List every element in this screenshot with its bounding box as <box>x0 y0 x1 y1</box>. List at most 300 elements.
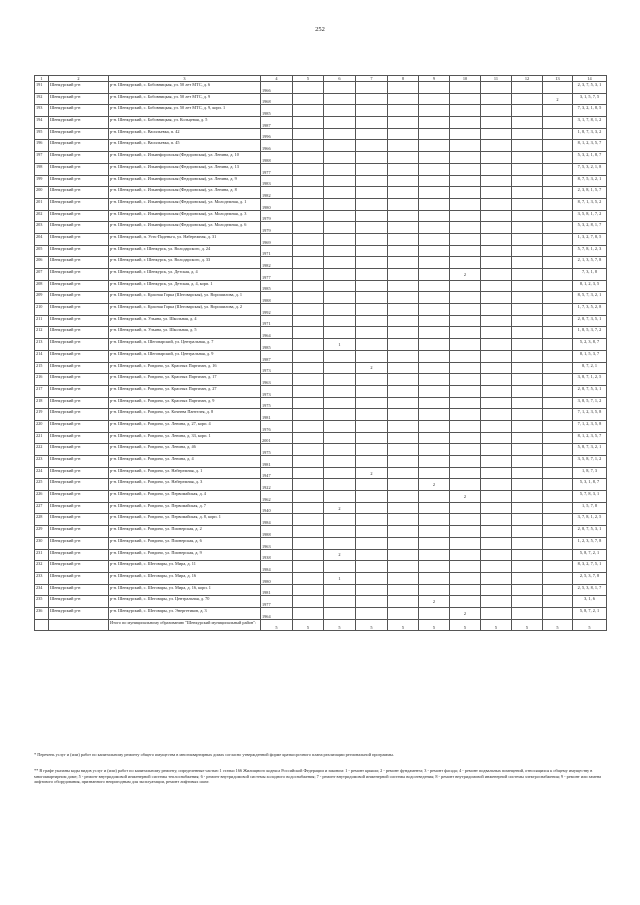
col-6-cell <box>324 93 356 105</box>
col-5-cell <box>293 491 324 503</box>
col-10-cell <box>450 456 481 468</box>
col-9-cell <box>419 467 450 479</box>
row-number: 232 <box>35 561 49 573</box>
col-6-cell <box>324 350 356 362</box>
col-9-cell <box>419 93 450 105</box>
col-10-cell <box>450 292 481 304</box>
col-10-cell <box>450 105 481 117</box>
address-cell: р-н. Шенкурский, с. Ильинфорохская (Федоровская), ул. Ленина, д. 8 <box>109 187 261 199</box>
district-cell: Шенкурский р-н <box>49 245 109 257</box>
table-row <box>35 304 607 316</box>
col-10-cell <box>450 280 481 292</box>
col-7-cell <box>356 280 388 292</box>
year-cell: 1980 <box>261 198 293 210</box>
col-12-cell <box>512 409 543 421</box>
district-cell: Шенкурский р-н <box>49 432 109 444</box>
col-12-cell <box>512 479 543 491</box>
work-codes-cell: 5, 8, 7, 3, 2, 1 <box>573 444 607 456</box>
col-8-cell <box>388 549 419 561</box>
total-row <box>35 619 607 631</box>
col-10-cell <box>450 362 481 374</box>
col-6-cell <box>324 491 356 503</box>
year-cell: 1984 <box>261 561 293 573</box>
district-cell: Шенкурский р-н <box>49 572 109 584</box>
total-label: Итого по муниципальному образованию "Шенкурский муниципальный район": <box>109 619 261 631</box>
col-10-cell <box>450 245 481 257</box>
header-col-11: 11 <box>481 76 512 82</box>
col-9-cell <box>419 350 450 362</box>
col-8-cell <box>388 537 419 549</box>
col-10-cell <box>450 467 481 479</box>
col-10-cell <box>450 152 481 164</box>
col-7-cell <box>356 304 388 316</box>
col-5-cell <box>293 397 324 409</box>
work-codes-cell: 7, 5, 3, 2, 1, 8 <box>573 163 607 175</box>
work-codes-cell: 8, 3, 2, 7, 5, 1 <box>573 561 607 573</box>
col-12-cell <box>512 514 543 526</box>
work-codes-cell: 8, 1, 2, 3, 5 <box>573 280 607 292</box>
col-7-cell <box>356 350 388 362</box>
year-cell: 1985 <box>261 280 293 292</box>
col-9-cell <box>419 233 450 245</box>
row-number: 210 <box>35 304 49 316</box>
header-col-12: 12 <box>512 76 543 82</box>
col-8-cell <box>388 187 419 199</box>
col-12-cell <box>512 397 543 409</box>
col-7-cell <box>356 374 388 386</box>
col-8-cell <box>388 128 419 140</box>
year-cell: 1962 <box>261 491 293 503</box>
col-11-cell <box>481 549 512 561</box>
col-8-cell <box>388 350 419 362</box>
year-cell: 1966 <box>261 140 293 152</box>
work-codes-cell: 2, 3, 7, 5, 3, 1 <box>573 82 607 94</box>
col-10-cell <box>450 163 481 175</box>
col-11-cell <box>481 257 512 269</box>
total-value: 5 <box>481 619 512 631</box>
col-7-cell <box>356 432 388 444</box>
col-5-cell <box>293 187 324 199</box>
col-6-cell <box>324 467 356 479</box>
col-6-cell <box>324 385 356 397</box>
col-11-cell <box>481 409 512 421</box>
address-cell: р-н. Шенкурский, г. Шенкурск, ул. Детская, д. 4, корп. 1 <box>109 280 261 292</box>
year-cell: 1971 <box>261 245 293 257</box>
address-cell: р-н. Шенкурский, с. Красная Горка (Шеговарская), ул. Ворошилова, д. 1 <box>109 292 261 304</box>
work-codes-cell: 8, 7, 1, 3, 5, 2 <box>573 198 607 210</box>
address-cell: р-н. Шенкурский, с. Ровдино, ул. Набережная, д. 3 <box>109 479 261 491</box>
col-8-cell <box>388 491 419 503</box>
col-10-cell <box>450 140 481 152</box>
col-8-cell <box>388 409 419 421</box>
row-number: 220 <box>35 420 49 432</box>
row-number: 216 <box>35 374 49 386</box>
col-7-cell <box>356 245 388 257</box>
col-7-cell <box>356 596 388 608</box>
table-row <box>35 549 607 561</box>
col-7-cell <box>356 210 388 222</box>
col-9-cell <box>419 491 450 503</box>
col-10-cell <box>450 385 481 397</box>
col-11-cell <box>481 175 512 187</box>
year-cell: 1977 <box>261 596 293 608</box>
col-5-cell <box>293 526 324 538</box>
row-number: 197 <box>35 152 49 164</box>
col-6-cell <box>324 374 356 386</box>
col-7-cell <box>356 175 388 187</box>
col-12-cell <box>512 327 543 339</box>
work-codes-cell: 8, 5, 7, 3, 2, 1 <box>573 292 607 304</box>
table-row <box>35 432 607 444</box>
col-10-cell: 2 <box>450 491 481 503</box>
address-cell: р-н. Шенкурский, с. Ровдино, ул. Ленина, д. 46 <box>109 444 261 456</box>
row-number: 208 <box>35 280 49 292</box>
address-cell: р-н. Шенкурский, п. Ульяна, ул. Школьная, д. 4 <box>109 315 261 327</box>
col-6-cell <box>324 397 356 409</box>
col-12-cell <box>512 187 543 199</box>
header-col-2: 2 <box>49 76 109 82</box>
col-11-cell <box>481 339 512 351</box>
year-cell: 1988 <box>261 292 293 304</box>
col-10-cell <box>450 339 481 351</box>
district-cell: Шенкурский р-н <box>49 374 109 386</box>
col-11-cell <box>481 105 512 117</box>
col-11-cell <box>481 350 512 362</box>
header-col-9: 9 <box>419 76 450 82</box>
table-row <box>35 128 607 140</box>
col-6-cell <box>324 537 356 549</box>
address-cell: р-н. Шенкурский, с. Ровдино, ул. Набережная, д. 1 <box>109 467 261 479</box>
address-cell: р-н. Шенкурский, п. Ульяна, ул. Школьная, д. 5 <box>109 327 261 339</box>
col-8-cell <box>388 596 419 608</box>
col-5-cell <box>293 420 324 432</box>
year-cell: 1969 <box>261 233 293 245</box>
col-10-cell <box>450 432 481 444</box>
district-cell: Шенкурский р-н <box>49 257 109 269</box>
total-empty-1 <box>35 619 49 631</box>
district-cell: Шенкурский р-н <box>49 409 109 421</box>
col-5-cell <box>293 385 324 397</box>
address-cell: р-н. Шенкурский, с. Ровдино, ул. Красных Партизан, д. 16 <box>109 362 261 374</box>
col-8-cell <box>388 526 419 538</box>
col-10-cell <box>450 584 481 596</box>
address-cell: р-н. Шенкурский, с. Бобовницкая, ул. Кольцевая, д. 5 <box>109 117 261 129</box>
col-9-cell <box>419 210 450 222</box>
row-number: 200 <box>35 187 49 199</box>
col-8-cell <box>388 304 419 316</box>
col-6-cell <box>324 175 356 187</box>
work-codes-cell: 3, 1, 7, 8, 1, 2 <box>573 117 607 129</box>
col-11-cell <box>481 187 512 199</box>
col-5-cell <box>293 304 324 316</box>
col-11-cell <box>481 198 512 210</box>
work-codes-cell: 2, 5, 3, 7, 8 <box>573 572 607 584</box>
year-cell: 1987 <box>261 350 293 362</box>
col-12-cell <box>512 117 543 129</box>
col-12-cell <box>512 163 543 175</box>
district-cell: Шенкурский р-н <box>49 117 109 129</box>
col-13-cell <box>543 374 573 386</box>
col-7-cell <box>356 163 388 175</box>
col-10-cell <box>450 315 481 327</box>
col-11-cell <box>481 596 512 608</box>
district-cell: Шенкурский р-н <box>49 491 109 503</box>
address-cell: р-н. Шенкурский, с. Бобовницкая, ул. 50 лет МТС, д. 9 <box>109 93 261 105</box>
col-13-cell <box>543 350 573 362</box>
col-8-cell <box>388 561 419 573</box>
work-codes-cell: 2, 3, 8, 1, 5, 7 <box>573 187 607 199</box>
district-cell: Шенкурский р-н <box>49 269 109 281</box>
col-13-cell <box>543 304 573 316</box>
header-col-1: 1 <box>35 76 49 82</box>
col-7-cell <box>356 257 388 269</box>
table-row <box>35 385 607 397</box>
district-cell: Шенкурский р-н <box>49 549 109 561</box>
district-cell: Шенкурский р-н <box>49 526 109 538</box>
address-cell: р-н. Шенкурский, с. Ильинфорохская (Федоровская), ул. Молодежная, д. 6 <box>109 222 261 234</box>
col-8-cell <box>388 269 419 281</box>
district-cell: Шенкурский р-н <box>49 561 109 573</box>
col-6-cell <box>324 105 356 117</box>
col-5-cell <box>293 561 324 573</box>
address-cell: р-н. Шенкурский, г. Шенкурск, ул. Володарского, д. 33 <box>109 257 261 269</box>
address-cell: р-н. Шенкурский, с. Ровдино, ул. Ленина, д. 27, корп. 4 <box>109 420 261 432</box>
district-cell: Шенкурский р-н <box>49 82 109 94</box>
district-cell: Шенкурский р-н <box>49 128 109 140</box>
work-codes-cell: 5, 3, 2, 1, 8, 7 <box>573 152 607 164</box>
col-8-cell <box>388 327 419 339</box>
district-cell: Шенкурский р-н <box>49 187 109 199</box>
total-value: 5 <box>419 619 450 631</box>
col-12-cell <box>512 233 543 245</box>
year-cell: 1992 <box>261 304 293 316</box>
year-cell: 1947 <box>261 467 293 479</box>
col-6-cell <box>324 420 356 432</box>
address-cell: р-н. Шенкурский, г. Шенкурск, ул. Володарского, д. 24 <box>109 245 261 257</box>
address-cell: р-н. Шенкурский, с. Ровдино, ул. Красных Партизан, д. 27 <box>109 385 261 397</box>
col-10-cell <box>450 175 481 187</box>
header-col-5: 5 <box>293 76 324 82</box>
col-11-cell <box>481 397 512 409</box>
district-cell: Шенкурский р-н <box>49 362 109 374</box>
col-8-cell <box>388 163 419 175</box>
address-cell: р-н. Шенкурский, с. Ровдино, ул. Ленина, д. 4 <box>109 456 261 468</box>
col-6-cell: 1 <box>324 339 356 351</box>
col-8-cell <box>388 607 419 619</box>
col-12-cell <box>512 280 543 292</box>
address-cell: р-н. Шенкурский, с. Шеговары, ул. Энергетиков, д. 3 <box>109 607 261 619</box>
work-codes-cell: 1, 8, 5, 3, 7, 2 <box>573 327 607 339</box>
col-13-cell <box>543 163 573 175</box>
col-9-cell <box>419 339 450 351</box>
address-cell: р-н. Шенкурский, г. Шенкурск, ул. Детская, д. 4 <box>109 269 261 281</box>
col-7-cell <box>356 420 388 432</box>
row-number: 226 <box>35 491 49 503</box>
row-number: 218 <box>35 397 49 409</box>
col-10-cell <box>450 93 481 105</box>
col-13-cell <box>543 409 573 421</box>
col-6-cell <box>324 152 356 164</box>
col-6-cell <box>324 245 356 257</box>
work-codes-cell: 3, 5, 8, 1, 7, 2 <box>573 210 607 222</box>
col-8-cell <box>388 374 419 386</box>
table-row <box>35 93 607 105</box>
total-value: 5 <box>450 619 481 631</box>
table-row <box>35 245 607 257</box>
district-cell: Шенкурский р-н <box>49 210 109 222</box>
col-5-cell <box>293 350 324 362</box>
col-12-cell <box>512 584 543 596</box>
year-cell: 1922 <box>261 479 293 491</box>
table-row <box>35 526 607 538</box>
col-10-cell <box>450 596 481 608</box>
col-5-cell <box>293 280 324 292</box>
year-cell: 1966 <box>261 82 293 94</box>
col-8-cell <box>388 362 419 374</box>
col-7-cell <box>356 584 388 596</box>
col-9-cell <box>419 105 450 117</box>
address-cell: р-н. Шенкурский, с. Ровдино, ул. Пионерская, д. 9 <box>109 549 261 561</box>
col-9-cell <box>419 292 450 304</box>
col-10-cell <box>450 502 481 514</box>
col-13-cell <box>543 128 573 140</box>
col-13-cell <box>543 479 573 491</box>
col-6-cell <box>324 315 356 327</box>
col-10-cell <box>450 327 481 339</box>
col-6-cell <box>324 233 356 245</box>
col-6-cell <box>324 444 356 456</box>
col-9-cell <box>419 175 450 187</box>
district-cell: Шенкурский р-н <box>49 315 109 327</box>
row-number: 201 <box>35 198 49 210</box>
col-13-cell <box>543 210 573 222</box>
col-11-cell <box>481 479 512 491</box>
col-10-cell <box>450 187 481 199</box>
col-5-cell <box>293 292 324 304</box>
table-row <box>35 152 607 164</box>
year-cell: 1988 <box>261 526 293 538</box>
col-11-cell <box>481 514 512 526</box>
row-number: 225 <box>35 479 49 491</box>
page-number: 252 <box>315 26 325 33</box>
col-10-cell <box>450 198 481 210</box>
col-5-cell <box>293 444 324 456</box>
col-9-cell <box>419 163 450 175</box>
row-number: 227 <box>35 502 49 514</box>
col-11-cell <box>481 456 512 468</box>
col-11-cell <box>481 561 512 573</box>
address-cell: р-н. Шенкурский, с. Ровдино, ул. Пионерская, д. 6 <box>109 537 261 549</box>
col-13-cell <box>543 362 573 374</box>
table-row <box>35 502 607 514</box>
col-9-cell <box>419 456 450 468</box>
work-codes-cell: 3, 7, 8, 1, 2, 5 <box>573 514 607 526</box>
col-9-cell <box>419 117 450 129</box>
col-8-cell <box>388 514 419 526</box>
col-5-cell <box>293 93 324 105</box>
col-11-cell <box>481 210 512 222</box>
col-7-cell <box>356 479 388 491</box>
col-8-cell <box>388 444 419 456</box>
total-value: 5 <box>512 619 543 631</box>
col-7-cell <box>356 152 388 164</box>
row-number: 214 <box>35 350 49 362</box>
row-number: 211 <box>35 315 49 327</box>
address-cell: р-н. Шенкурский, с. Красная Горка (Шеговарская), ул. Ворошилова, д. 2 <box>109 304 261 316</box>
col-12-cell <box>512 245 543 257</box>
col-11-cell <box>481 82 512 94</box>
total-empty-2 <box>49 619 109 631</box>
col-8-cell <box>388 210 419 222</box>
year-cell: 1977 <box>261 269 293 281</box>
col-8-cell <box>388 105 419 117</box>
col-10-cell <box>450 304 481 316</box>
work-codes-cell: 3, 1, 5, 7, 5 <box>573 93 607 105</box>
address-cell: р-н. Шенкурский, с. Васильевка, п. 45 <box>109 140 261 152</box>
district-cell: Шенкурский р-н <box>49 537 109 549</box>
year-cell: 1984 <box>261 514 293 526</box>
col-6-cell: 2 <box>324 502 356 514</box>
work-codes-cell: 7, 3, 1, 8 <box>573 269 607 281</box>
district-cell: Шенкурский р-н <box>49 280 109 292</box>
col-13-cell <box>543 584 573 596</box>
table-row <box>35 292 607 304</box>
address-cell: р-н. Шенкурский, с. Бобовницкая, ул. 50 лет МТС, д. 6 <box>109 82 261 94</box>
col-10-cell <box>450 222 481 234</box>
year-cell: 1985 <box>261 105 293 117</box>
year-cell: 1981 <box>261 584 293 596</box>
col-7-cell <box>356 82 388 94</box>
col-6-cell <box>324 514 356 526</box>
row-number: 217 <box>35 385 49 397</box>
col-13-cell <box>543 514 573 526</box>
address-cell: р-н. Шенкурский, п. Шеговарский, ул. Центральная, д. 9 <box>109 350 261 362</box>
col-13-cell <box>543 245 573 257</box>
col-13-cell <box>543 187 573 199</box>
total-value: 5 <box>261 619 293 631</box>
col-8-cell <box>388 233 419 245</box>
district-cell: Шенкурский р-н <box>49 105 109 117</box>
total-value: 5 <box>573 619 607 631</box>
col-7-cell <box>356 187 388 199</box>
year-cell: 1973 <box>261 385 293 397</box>
address-cell: р-н. Шенкурский, с. Ровдино, ул. Первомайская, д. 4 <box>109 491 261 503</box>
district-cell: Шенкурский р-н <box>49 444 109 456</box>
col-9-cell <box>419 82 450 94</box>
col-7-cell <box>356 397 388 409</box>
address-cell: р-н. Шенкурский, п. Шеговарский, ул. Центральная, д. 7 <box>109 339 261 351</box>
col-5-cell <box>293 152 324 164</box>
col-12-cell <box>512 607 543 619</box>
address-cell: р-н. Шенкурский, с. Васильевка, п. 42 <box>109 128 261 140</box>
col-11-cell <box>481 163 512 175</box>
col-12-cell <box>512 140 543 152</box>
col-6-cell: 1 <box>324 572 356 584</box>
district-cell: Шенкурский р-н <box>49 467 109 479</box>
table-row <box>35 607 607 619</box>
col-11-cell <box>481 432 512 444</box>
col-9-cell: 2 <box>419 479 450 491</box>
work-codes-cell: 5, 3, 1, 8, 7 <box>573 479 607 491</box>
col-7-cell <box>356 140 388 152</box>
col-12-cell <box>512 175 543 187</box>
col-5-cell <box>293 502 324 514</box>
col-7-cell <box>356 315 388 327</box>
col-7-cell <box>356 339 388 351</box>
year-cell: 1983 <box>261 175 293 187</box>
col-5-cell <box>293 222 324 234</box>
work-codes-cell: 5, 8, 7, 2, 1 <box>573 549 607 561</box>
